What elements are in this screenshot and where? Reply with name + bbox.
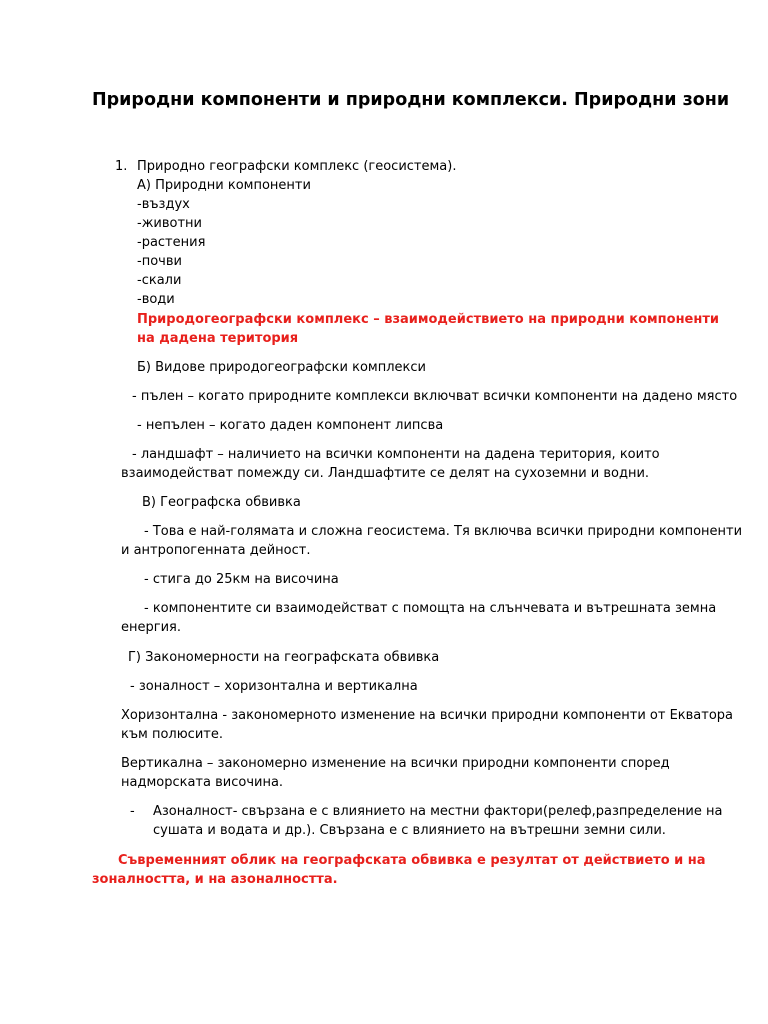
envelope-p2: - стига до 25км на височина [144, 572, 339, 587]
envelope-p3-line-2: енергия. [121, 620, 181, 635]
complex-partial: - непълен – когато даден компонент липсва [137, 418, 444, 433]
vertical-line-2: надморската височина. [121, 775, 284, 790]
azonal-line-2: сушата и водата и др.). Свързана е с влиянието на вътрешни земни сили. [153, 823, 666, 838]
component-item-soils: -почви [137, 254, 182, 269]
definition-line-2: на дадена територия [137, 331, 299, 346]
envelope-p3-line-1: - компонентите си взаимодействат с помощта на слънчевата и вътрешната земна [144, 601, 717, 616]
section-d-heading: Г) Закономерности на географската обвивка [128, 650, 440, 665]
component-item-rocks: -скали [137, 273, 182, 288]
list-number: 1. [115, 159, 128, 174]
zonality: - зоналност – хоризонтална и вертикална [130, 679, 418, 694]
item-heading: Природно географски комплекс (геосистема). [137, 159, 457, 174]
component-item-plants: -растения [137, 235, 206, 250]
envelope-p1-line-2: и антропогенната дейност. [121, 543, 311, 558]
horizontal-line-1: Хоризонтална - закономерното изменение на всички природни компоненти от Екватора [121, 708, 734, 723]
component-item-air: -въздух [137, 197, 190, 212]
landscape-line-2: взаимодействат помежду си. Ландшафтите се делят на сухоземни и водни. [121, 466, 650, 481]
vertical-line-1: Вертикална – закономерно изменение на всички природни компоненти според [121, 756, 670, 771]
component-item-waters: -води [137, 292, 175, 307]
envelope-p1-line-1: - Това е най-голямата и сложна геосистема. Тя включва всички природни компоненти [144, 524, 743, 539]
conclusion-line-1: Съвременният облик на географската обвивка е резултат от действието и на [118, 853, 706, 868]
landscape-line-1: - ландшафт – наличието на всички компоненти на дадена територия, които [132, 447, 660, 462]
section-b-heading: Б) Видове природогеографски комплекси [137, 360, 426, 375]
complex-full: - пълен – когато природните комплекси включват всички компоненти на дадено място [132, 389, 738, 404]
conclusion-line-2: зоналността, и на азоналността. [92, 872, 338, 887]
component-item-animals: -животни [137, 216, 202, 231]
azonal-line-1: Азоналност- свързана е с влиянието на местни фактори(релеф,разпределение на [153, 804, 723, 819]
definition-line-1: Природогеографски комплекс – взаимодействието на природни компоненти [137, 312, 719, 327]
page-title: Природни компоненти и природни комплекси. Природни зони [92, 90, 730, 110]
section-c-heading: В) Географска обвивка [142, 495, 301, 510]
section-a-heading: А) Природни компоненти [137, 178, 311, 193]
horizontal-line-2: към полюсите. [121, 727, 223, 742]
azonal-bullet: - [130, 804, 135, 819]
